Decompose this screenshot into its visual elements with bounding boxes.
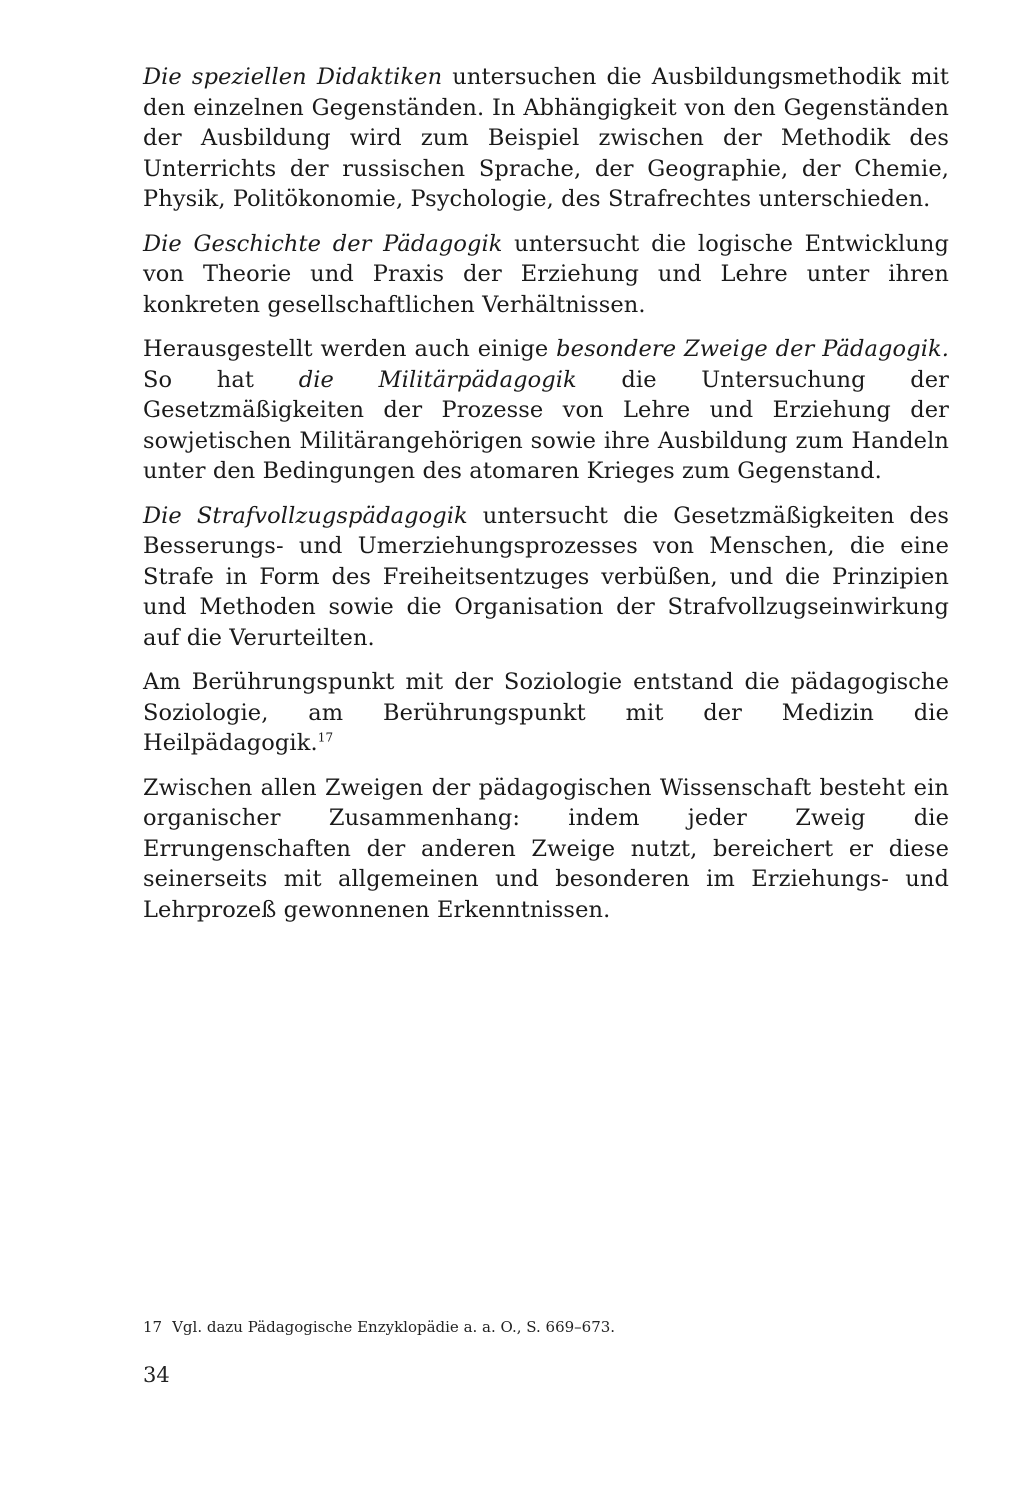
paragraph-text: die Untersuchung der Gesetzmäßigkeiten der Prozesse von Lehre und Erziehung der sowjetischen Militärangehörigen sowie ihre Ausbildung zum Handeln unter den Bedingungen des atomaren Krieges zum Gegenstand. xyxy=(143,366,949,484)
paragraph-text: Herausgestellt werden auch einige xyxy=(143,336,557,362)
paragraph-geschichte xyxy=(143,229,949,321)
footnote-reference[interactable]: 17 xyxy=(317,730,334,745)
paragraph-text: untersucht die Gesetzmäßigkeiten des Besserungs- und Umerziehungsprozesses von Menschen, die eine Strafe in Form des Freiheitsentzuges verbüßen, und die Prinzipien und Methoden sowie die Organisation der Strafvollzugseinwirkung auf die Verurteilten. xyxy=(143,502,949,651)
footnote xyxy=(143,1317,949,1337)
paragraph-besondere-zweige xyxy=(143,334,949,487)
paragraph-zusammenhang xyxy=(143,773,949,926)
italic-term: Die speziellen Didaktiken xyxy=(143,64,443,90)
paragraph-text: Am Berührungspunkt mit der Soziologie entstand die pädagogische Soziologie, am Berührungspunkt mit der Medizin die Heilpädagogik. xyxy=(143,669,949,756)
footnote-text: Vgl. dazu Pädagogische Enzyklopädie a. a. O., S. 669–673. xyxy=(172,1318,616,1336)
paragraph-text: So hat xyxy=(143,366,299,393)
italic-term: besondere Zweige der Pädagogik. xyxy=(556,336,949,362)
italic-term: Die Geschichte der Pädagogik xyxy=(143,230,503,257)
paragraph-speziellen-didaktiken xyxy=(143,62,949,215)
italic-term: Die Strafvollzugspädagogik xyxy=(143,502,468,529)
paragraph-text: untersucht die logische Entwicklung von Theorie und Praxis der Erziehung und Lehre unter ihren konkreten gesellschaftlichen Verhältnissen. xyxy=(143,230,949,318)
paragraph-soziologie xyxy=(143,667,949,759)
page-number: 34 xyxy=(143,1363,170,1387)
footnote-number: 17 xyxy=(143,1318,163,1336)
paragraph-text: untersuchen die Ausbildungsmethodik mit den einzelnen Gegenständen. In Abhängigkeit von den Gegenständen der Ausbildung wird zum Beispiel zwischen der Methodik des Unterrichts der russischen Sprache, der Geographie, der Chemie, Physik, Politökonomie, Psychologie, des Strafrechtes unterschieden. xyxy=(143,64,949,212)
main-text xyxy=(143,62,949,939)
paragraph-text: Zwischen allen Zweigen der pädagogischen Wissenschaft besteht ein organischer Zusammenhang: indem jeder Zweig die Errungenschaften der anderen Zweige nutzt, bereichert er diese seinerseits mit allgemeinen und besonderen im Erziehungs- und Lehrprozeß gewonnenen Erkenntnissen. xyxy=(143,774,949,923)
paragraph-strafvollzug xyxy=(143,501,949,654)
italic-term: die Militärpädagogik xyxy=(298,366,577,393)
